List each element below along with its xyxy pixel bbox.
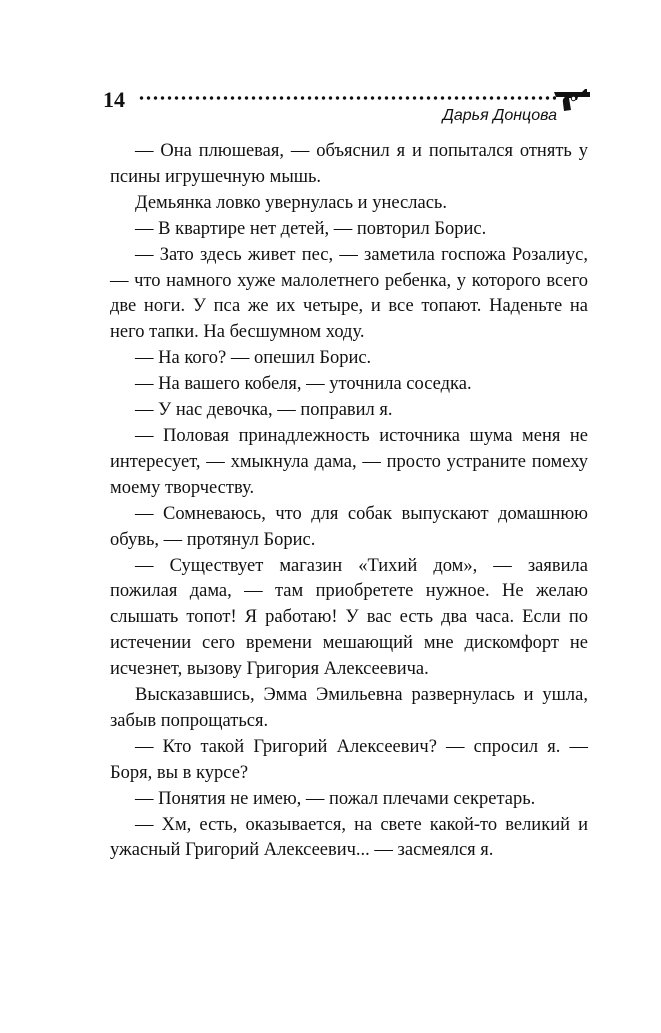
paragraph: — Сомневаюсь, что для собак выпускают домашнюю обувь, — протянул Борис. — [110, 503, 588, 550]
paragraph: — На вашего кобеля, — уточнила соседка. — [135, 374, 472, 395]
paragraph: — У нас девочка, — поправил я. — [135, 400, 393, 421]
paragraph: — В квартире нет детей, — повторил Борис. — [135, 218, 487, 239]
paragraph: — Понятия не имею, — пожал плечами секретарь. — [135, 788, 536, 809]
paragraph: — Хм, есть, оказывается, на свете какой-то великий и ужасный Григорий Алексеевич... — засмеялся я. — [110, 814, 588, 861]
paragraph: — Существует магазин «Тихий дом», — заявила пожилая дама, — там приобретете нужное. Не желаю слышать топот! Я работаю! У вас есть два часа. Если по истечении сего времени мешающий мне дискомфорт не исчезнет, вызову Григория Алексеевича. — [110, 555, 588, 680]
paragraph: — Она плюшевая, — объяснил я и попытался отнять у псины игрушечную мышь. — [110, 141, 588, 187]
author-name: Дарья Донцова — [442, 107, 557, 124]
paragraph: — На кого? — опешил Борис. — [135, 348, 372, 369]
revolver-icon — [552, 86, 592, 112]
paragraph: Демьянка ловко увернулась и унеслась. — [135, 192, 447, 213]
dotted-rule — [138, 96, 556, 100]
paragraph: — Половая принадлежность источника шума меня не интересует, — хмыкнула дама, — просто устраните помеху моему творчеству. — [110, 425, 588, 498]
paragraph: Высказавшись, Эмма Эмильевна развернулась и ушла, забыв попрощаться. — [110, 685, 588, 731]
paragraph: — Зато здесь живет пес, — заметила госпожа Розалиус, — что намного хуже малолетнего ребенка, у которого всего две ноги. У пса же их четыре, и все топают. Наденьте на него тапки. На бесшумном ходу. — [110, 244, 588, 343]
body-text — [110, 139, 588, 864]
paragraph: — Кто такой Григорий Алексеевич? — спросил я. — Боря, вы в курсе? — [110, 736, 588, 783]
page-number: 14 — [103, 87, 125, 112]
